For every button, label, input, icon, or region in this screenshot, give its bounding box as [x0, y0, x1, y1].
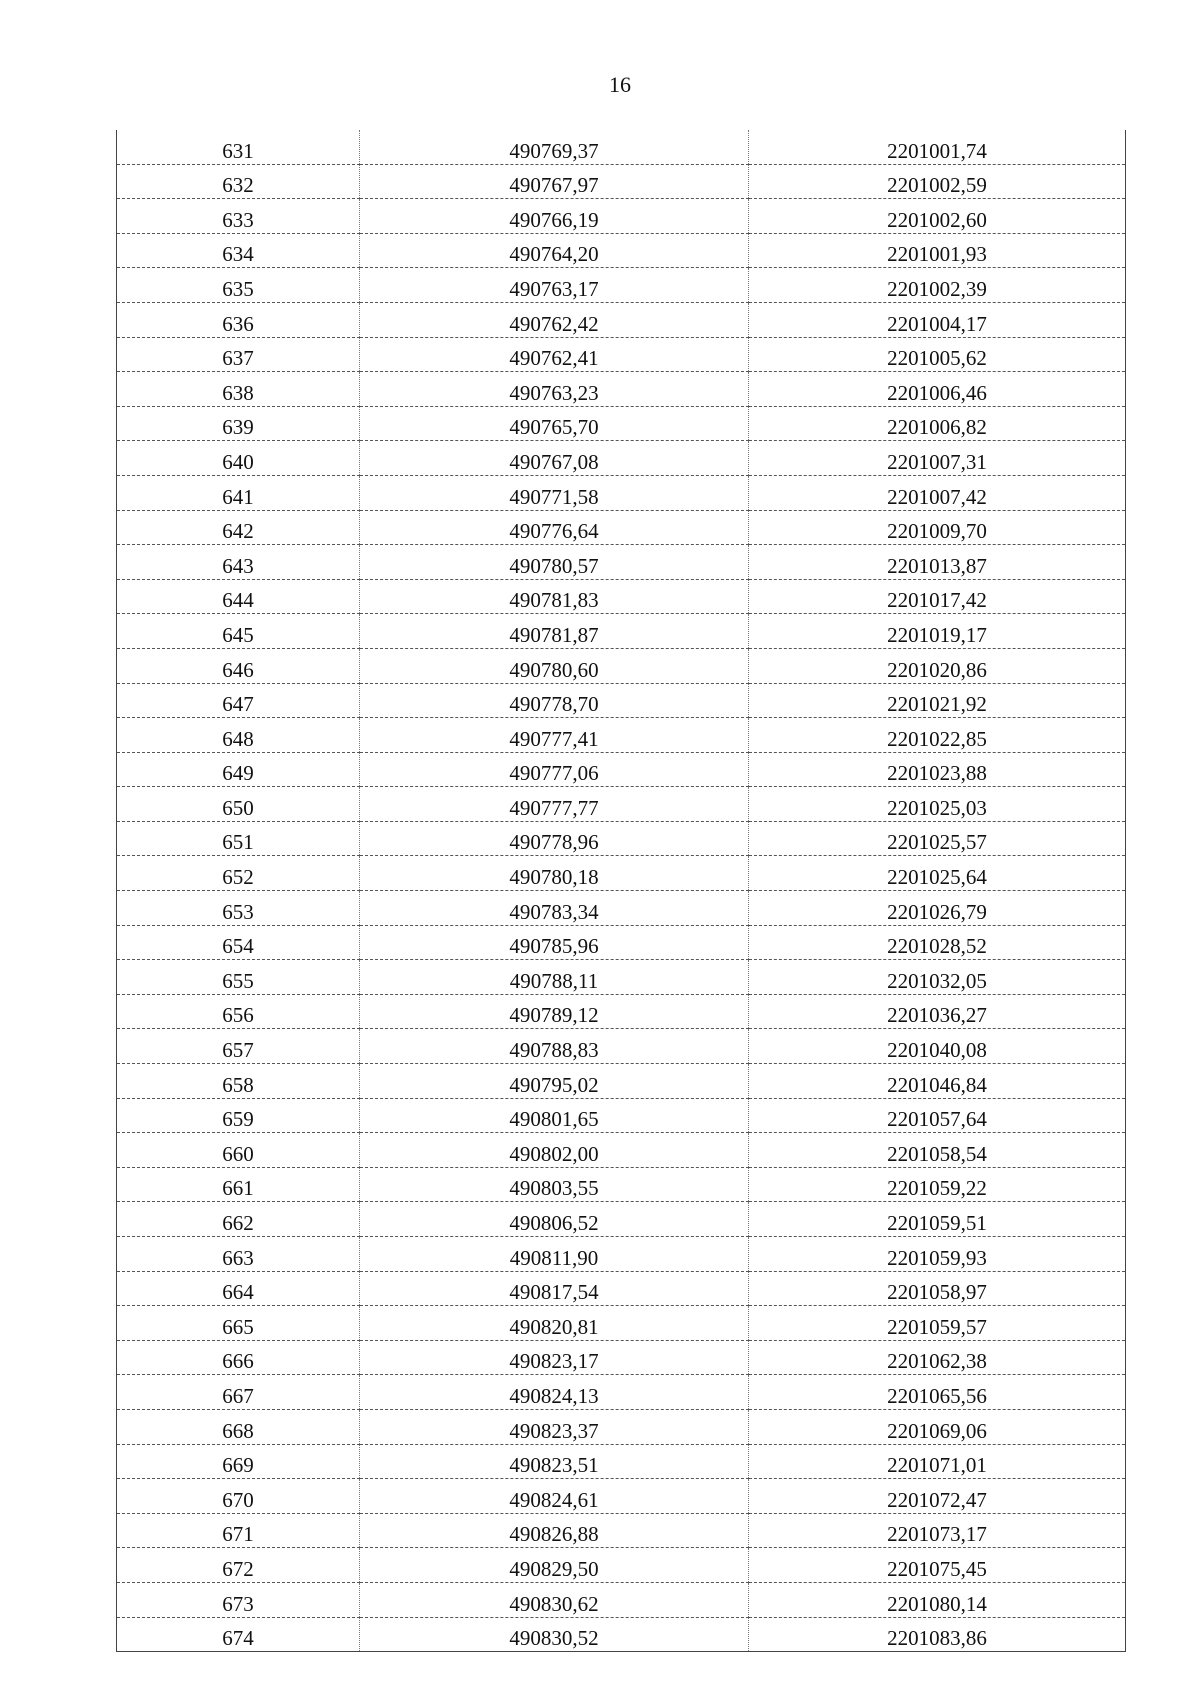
x-coordinate-cell: 490823,51: [360, 1444, 749, 1479]
point-number-cell: 657: [117, 1029, 360, 1064]
x-coordinate-cell: 490785,96: [360, 925, 749, 960]
table-row: [117, 1271, 1126, 1306]
y-coordinate-cell: 2201057,64: [749, 1098, 1126, 1133]
y-coordinate-cell: 2201083,86: [749, 1617, 1126, 1652]
table-row: [117, 856, 1126, 891]
y-coordinate-cell: 2201071,01: [749, 1444, 1126, 1479]
table-row: [117, 1237, 1126, 1272]
table-row: [117, 787, 1126, 822]
y-coordinate-cell: 2201059,22: [749, 1167, 1126, 1202]
x-coordinate-cell: 490777,77: [360, 787, 749, 822]
x-coordinate-cell: 490817,54: [360, 1271, 749, 1306]
y-coordinate-cell: 2201001,74: [749, 130, 1126, 164]
x-coordinate-cell: 490762,41: [360, 337, 749, 372]
y-coordinate-cell: 2201025,64: [749, 856, 1126, 891]
point-number-cell: 631: [117, 130, 360, 164]
table-row: [117, 1513, 1126, 1548]
x-coordinate-cell: 490783,34: [360, 891, 749, 926]
y-coordinate-cell: 2201025,03: [749, 787, 1126, 822]
y-coordinate-cell: 2201020,86: [749, 648, 1126, 683]
point-number-cell: 639: [117, 406, 360, 441]
x-coordinate-cell: 490788,11: [360, 960, 749, 995]
y-coordinate-cell: 2201058,54: [749, 1133, 1126, 1168]
coordinates-table-body: [117, 130, 1126, 1652]
point-number-cell: 663: [117, 1237, 360, 1272]
point-number-cell: 665: [117, 1306, 360, 1341]
table-row: [117, 1029, 1126, 1064]
table-row: [117, 960, 1126, 995]
point-number-cell: 664: [117, 1271, 360, 1306]
x-coordinate-cell: 490829,50: [360, 1548, 749, 1583]
x-coordinate-cell: 490781,87: [360, 614, 749, 649]
point-number-cell: 671: [117, 1513, 360, 1548]
y-coordinate-cell: 2201025,57: [749, 821, 1126, 856]
table-row: [117, 441, 1126, 476]
point-number-cell: 652: [117, 856, 360, 891]
point-number-cell: 656: [117, 994, 360, 1029]
point-number-cell: 673: [117, 1582, 360, 1617]
point-number-cell: 670: [117, 1479, 360, 1514]
point-number-cell: 655: [117, 960, 360, 995]
table-row: [117, 233, 1126, 268]
y-coordinate-cell: 2201001,93: [749, 233, 1126, 268]
x-coordinate-cell: 490765,70: [360, 406, 749, 441]
x-coordinate-cell: 490780,60: [360, 648, 749, 683]
x-coordinate-cell: 490763,23: [360, 372, 749, 407]
table-row: [117, 1340, 1126, 1375]
table-row: [117, 891, 1126, 926]
table-row: [117, 1409, 1126, 1444]
x-coordinate-cell: 490789,12: [360, 994, 749, 1029]
table-row: [117, 1548, 1126, 1583]
y-coordinate-cell: 2201007,42: [749, 475, 1126, 510]
x-coordinate-cell: 490778,96: [360, 821, 749, 856]
y-coordinate-cell: 2201021,92: [749, 683, 1126, 718]
x-coordinate-cell: 490762,42: [360, 302, 749, 337]
table-row: [117, 718, 1126, 753]
y-coordinate-cell: 2201073,17: [749, 1513, 1126, 1548]
table-row: [117, 337, 1126, 372]
point-number-cell: 645: [117, 614, 360, 649]
point-number-cell: 644: [117, 579, 360, 614]
y-coordinate-cell: 2201075,45: [749, 1548, 1126, 1583]
table-row: [117, 1479, 1126, 1514]
y-coordinate-cell: 2201059,93: [749, 1237, 1126, 1272]
y-coordinate-cell: 2201059,57: [749, 1306, 1126, 1341]
page-number: 16: [609, 72, 631, 97]
y-coordinate-cell: 2201080,14: [749, 1582, 1126, 1617]
y-coordinate-cell: 2201065,56: [749, 1375, 1126, 1410]
point-number-cell: 662: [117, 1202, 360, 1237]
x-coordinate-cell: 490780,18: [360, 856, 749, 891]
table-row: [117, 1133, 1126, 1168]
x-coordinate-cell: 490801,65: [360, 1098, 749, 1133]
table-row: [117, 648, 1126, 683]
x-coordinate-cell: 490767,97: [360, 164, 749, 199]
y-coordinate-cell: 2201006,82: [749, 406, 1126, 441]
x-coordinate-cell: 490811,90: [360, 1237, 749, 1272]
table-row: [117, 614, 1126, 649]
point-number-cell: 636: [117, 302, 360, 337]
table-row: [117, 752, 1126, 787]
table-row: [117, 1306, 1126, 1341]
table-row: [117, 164, 1126, 199]
table-row: [117, 1202, 1126, 1237]
x-coordinate-cell: 490823,17: [360, 1340, 749, 1375]
y-coordinate-cell: 2201059,51: [749, 1202, 1126, 1237]
y-coordinate-cell: 2201002,60: [749, 199, 1126, 234]
x-coordinate-cell: 490803,55: [360, 1167, 749, 1202]
point-number-cell: 641: [117, 475, 360, 510]
point-number-cell: 647: [117, 683, 360, 718]
point-number-cell: 643: [117, 545, 360, 580]
x-coordinate-cell: 490776,64: [360, 510, 749, 545]
point-number-cell: 667: [117, 1375, 360, 1410]
y-coordinate-cell: 2201062,38: [749, 1340, 1126, 1375]
table-row: [117, 994, 1126, 1029]
coordinates-table: [116, 130, 1126, 1652]
point-number-cell: 634: [117, 233, 360, 268]
x-coordinate-cell: 490802,00: [360, 1133, 749, 1168]
y-coordinate-cell: 2201005,62: [749, 337, 1126, 372]
table-row: [117, 199, 1126, 234]
point-number-cell: 674: [117, 1617, 360, 1652]
point-number-cell: 633: [117, 199, 360, 234]
point-number-cell: 666: [117, 1340, 360, 1375]
y-coordinate-cell: 2201009,70: [749, 510, 1126, 545]
table-row: [117, 1444, 1126, 1479]
y-coordinate-cell: 2201019,17: [749, 614, 1126, 649]
x-coordinate-cell: 490795,02: [360, 1064, 749, 1099]
table-row: [117, 1617, 1126, 1652]
x-coordinate-cell: 490830,52: [360, 1617, 749, 1652]
table-row: [117, 510, 1126, 545]
y-coordinate-cell: 2201007,31: [749, 441, 1126, 476]
y-coordinate-cell: 2201072,47: [749, 1479, 1126, 1514]
x-coordinate-cell: 490763,17: [360, 268, 749, 303]
x-coordinate-cell: 490780,57: [360, 545, 749, 580]
point-number-cell: 660: [117, 1133, 360, 1168]
point-number-cell: 653: [117, 891, 360, 926]
y-coordinate-cell: 2201006,46: [749, 372, 1126, 407]
point-number-cell: 646: [117, 648, 360, 683]
y-coordinate-cell: 2201069,06: [749, 1409, 1126, 1444]
point-number-cell: 654: [117, 925, 360, 960]
x-coordinate-cell: 490820,81: [360, 1306, 749, 1341]
point-number-cell: 658: [117, 1064, 360, 1099]
point-number-cell: 637: [117, 337, 360, 372]
x-coordinate-cell: 490777,06: [360, 752, 749, 787]
point-number-cell: 632: [117, 164, 360, 199]
table-row: [117, 545, 1126, 580]
table-row: [117, 268, 1126, 303]
y-coordinate-cell: 2201023,88: [749, 752, 1126, 787]
table-row: [117, 406, 1126, 441]
table-row: [117, 1582, 1126, 1617]
x-coordinate-cell: 490767,08: [360, 441, 749, 476]
y-coordinate-cell: 2201017,42: [749, 579, 1126, 614]
y-coordinate-cell: 2201026,79: [749, 891, 1126, 926]
table-row: [117, 475, 1126, 510]
x-coordinate-cell: 490826,88: [360, 1513, 749, 1548]
point-number-cell: 669: [117, 1444, 360, 1479]
x-coordinate-cell: 490824,13: [360, 1375, 749, 1410]
x-coordinate-cell: 490778,70: [360, 683, 749, 718]
point-number-cell: 650: [117, 787, 360, 822]
y-coordinate-cell: 2201013,87: [749, 545, 1126, 580]
y-coordinate-cell: 2201046,84: [749, 1064, 1126, 1099]
point-number-cell: 661: [117, 1167, 360, 1202]
point-number-cell: 659: [117, 1098, 360, 1133]
point-number-cell: 651: [117, 821, 360, 856]
y-coordinate-cell: 2201028,52: [749, 925, 1126, 960]
table-row: [117, 925, 1126, 960]
table-row: [117, 1064, 1126, 1099]
x-coordinate-cell: 490766,19: [360, 199, 749, 234]
table-row: [117, 579, 1126, 614]
x-coordinate-cell: 490777,41: [360, 718, 749, 753]
table-row: [117, 683, 1126, 718]
y-coordinate-cell: 2201032,05: [749, 960, 1126, 995]
x-coordinate-cell: 490769,37: [360, 130, 749, 164]
point-number-cell: 638: [117, 372, 360, 407]
point-number-cell: 635: [117, 268, 360, 303]
point-number-cell: 649: [117, 752, 360, 787]
point-number-cell: 672: [117, 1548, 360, 1583]
y-coordinate-cell: 2201002,39: [749, 268, 1126, 303]
x-coordinate-cell: 490830,62: [360, 1582, 749, 1617]
table-row: [117, 1098, 1126, 1133]
x-coordinate-cell: 490823,37: [360, 1409, 749, 1444]
point-number-cell: 640: [117, 441, 360, 476]
y-coordinate-cell: 2201036,27: [749, 994, 1126, 1029]
point-number-cell: 642: [117, 510, 360, 545]
table-row: [117, 372, 1126, 407]
table-row: [117, 302, 1126, 337]
point-number-cell: 668: [117, 1409, 360, 1444]
table-row: [117, 1375, 1126, 1410]
y-coordinate-cell: 2201002,59: [749, 164, 1126, 199]
x-coordinate-cell: 490764,20: [360, 233, 749, 268]
y-coordinate-cell: 2201022,85: [749, 718, 1126, 753]
table-row: [117, 821, 1126, 856]
table-row: [117, 130, 1126, 164]
x-coordinate-cell: 490824,61: [360, 1479, 749, 1514]
x-coordinate-cell: 490781,83: [360, 579, 749, 614]
x-coordinate-cell: 490788,83: [360, 1029, 749, 1064]
table-row: [117, 1167, 1126, 1202]
x-coordinate-cell: 490771,58: [360, 475, 749, 510]
y-coordinate-cell: 2201058,97: [749, 1271, 1126, 1306]
x-coordinate-cell: 490806,52: [360, 1202, 749, 1237]
point-number-cell: 648: [117, 718, 360, 753]
y-coordinate-cell: 2201040,08: [749, 1029, 1126, 1064]
y-coordinate-cell: 2201004,17: [749, 302, 1126, 337]
